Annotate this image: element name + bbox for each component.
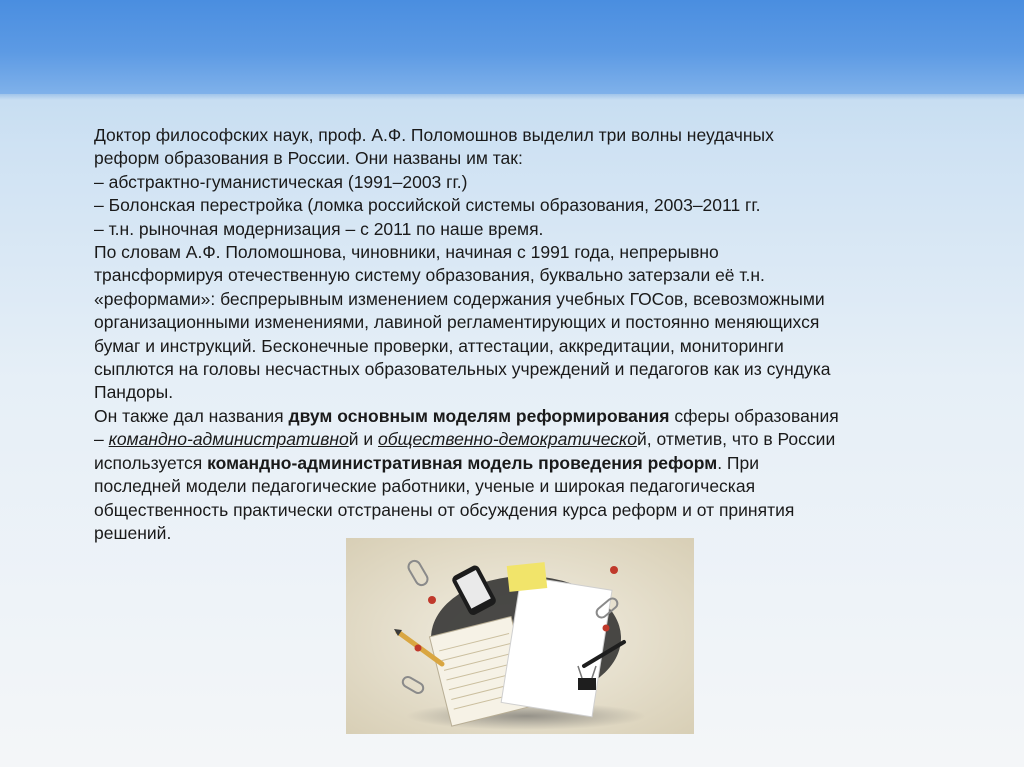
text-line: Доктор философских наук, проф. А.Ф. Поломошнов выделил три волны неудачных bbox=[94, 125, 774, 145]
header-band-shadow bbox=[0, 94, 1024, 100]
text-line: сыплются на головы несчастных образовательных учреждений и педагогов как из сундука bbox=[94, 359, 831, 380]
text-line: «реформами»: беспрерывным изменением содержания учебных ГОСов, всевозможными bbox=[94, 288, 825, 309]
text-line: решений. bbox=[94, 522, 172, 543]
text-line: последней модели педагогические работники, ученые и широкая педагогическая bbox=[94, 476, 756, 497]
bold-phrase: командно-административная модель проведения реформ bbox=[207, 452, 718, 473]
text-line bbox=[94, 452, 954, 475]
stationery-illustration bbox=[346, 538, 694, 734]
text-line bbox=[94, 405, 954, 428]
text-segment: используется bbox=[94, 452, 208, 473]
sticky-note bbox=[507, 562, 548, 592]
text-line: бумаг и инструкций. Бесконечные проверки, аттестации, аккредитации, мониторинги bbox=[94, 335, 784, 356]
text-segment: сферы образования bbox=[669, 405, 839, 426]
text-segment: Он также дал названия bbox=[94, 405, 289, 426]
header-band bbox=[0, 0, 1024, 94]
underlined-italic-phrase: общественно-демократическо bbox=[378, 429, 637, 450]
text-segment: й и bbox=[348, 429, 379, 450]
text-line bbox=[94, 428, 954, 451]
text-segment: – bbox=[94, 429, 109, 450]
underlined-italic-phrase: командно-административно bbox=[108, 429, 349, 450]
bold-phrase: двум основным моделям реформирования bbox=[288, 405, 670, 426]
text-line: трансформируя отечественную систему образования, буквально затерзали её т.н. bbox=[94, 265, 765, 286]
text-segment: . При bbox=[717, 452, 760, 473]
text-line: – т.н. рыночная модернизация – с 2011 по наше время. bbox=[94, 218, 544, 239]
text-line: Пандоры. bbox=[94, 382, 174, 403]
text-line: – Болонская перестройка (ломка российской системы образования, 2003–2011 гг. bbox=[94, 195, 761, 216]
text-line: организационными изменениями, лавиной регламентирующих и постоянно меняющихся bbox=[94, 312, 820, 333]
text-line: По словам А.Ф. Поломошнова, чиновники, начиная с 1991 года, непрерывно bbox=[94, 242, 719, 263]
text-line: – абстрактно-гуманистическая (1991–2003 гг.) bbox=[94, 171, 468, 192]
text-segment: й, отметив, что в России bbox=[636, 429, 836, 450]
slide-text bbox=[94, 124, 954, 545]
text-line: общественность практически отстранены от обсуждения курса реформ и от принятия bbox=[94, 499, 795, 520]
white-paper-sheet bbox=[501, 576, 612, 717]
text-line: реформ образования в России. Они названы им так: bbox=[94, 148, 523, 169]
